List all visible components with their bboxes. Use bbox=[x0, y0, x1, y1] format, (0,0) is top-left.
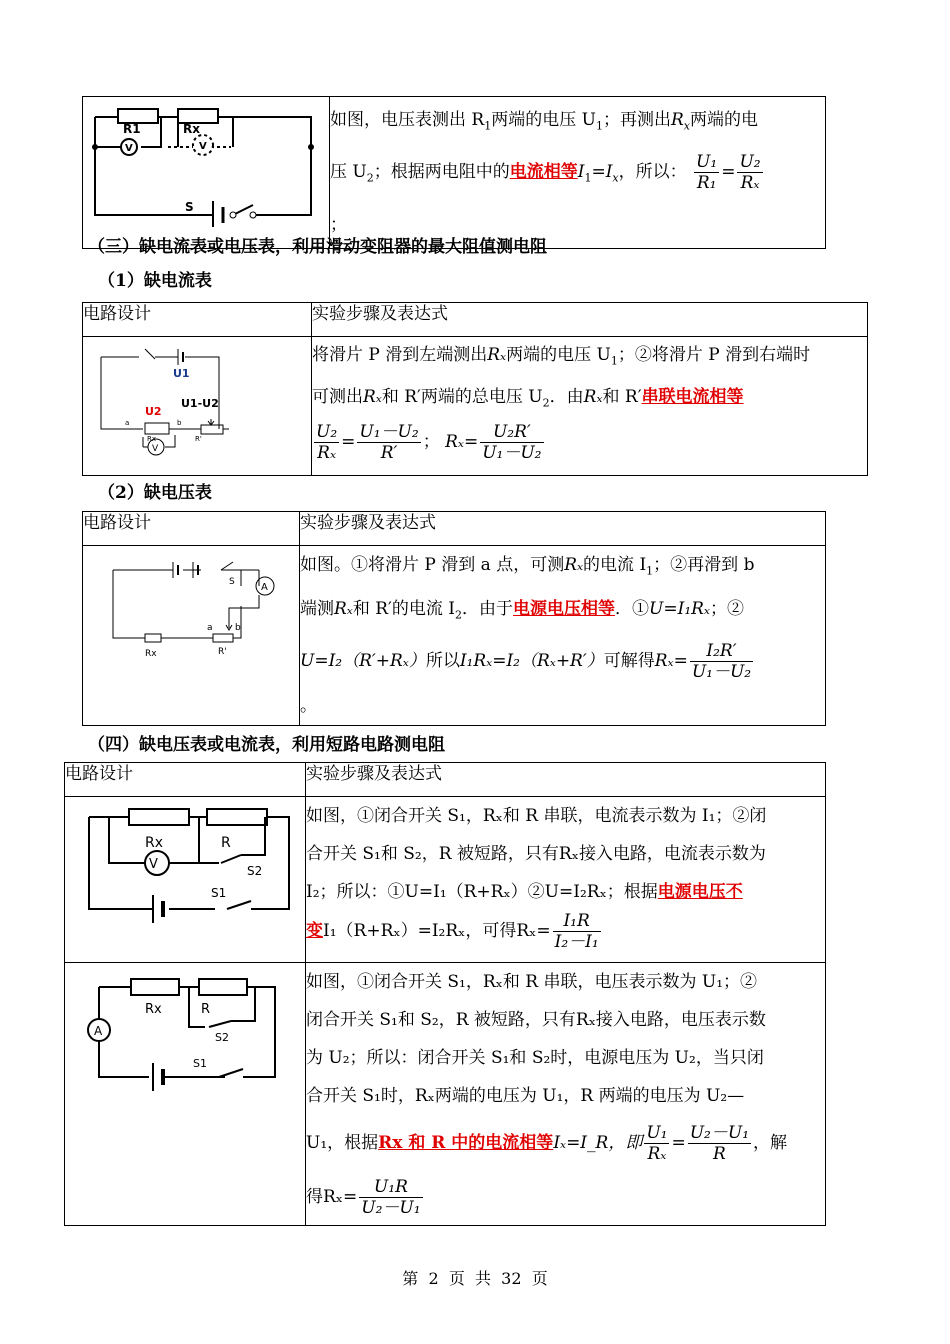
c3-label-a-meter: A bbox=[261, 582, 268, 593]
t4-r1-line2: 合开关 S₁和 S₂，R 被短路，只有Rₓ接入电路，电流表示数为 bbox=[306, 844, 766, 864]
t2-f3-num: U₂R′ bbox=[480, 422, 543, 443]
t2-rx-4: Rₓ bbox=[445, 431, 464, 452]
t2-fraction-1 bbox=[314, 422, 339, 463]
c3-label-s: S bbox=[229, 577, 235, 587]
t1-f2-num: U₂ bbox=[739, 152, 761, 173]
t1-f1-den: R₁ bbox=[696, 173, 717, 194]
c3-label-b: b bbox=[235, 623, 241, 633]
t4-head-left: 电路设计 bbox=[65, 763, 306, 797]
label-r1: R1 bbox=[123, 122, 141, 136]
c3-label-rx: Rx bbox=[145, 649, 157, 659]
t4-r2-fraction-3 bbox=[359, 1177, 422, 1218]
t1-fraction-2 bbox=[737, 152, 762, 193]
explanation-cell-4a bbox=[306, 797, 826, 963]
t2-f3-den: U₁－U₂ bbox=[482, 442, 542, 463]
c4-label-v: V bbox=[149, 857, 158, 872]
t4-r2-f2-num: U₂－U₁ bbox=[689, 1123, 750, 1143]
t3-fraction bbox=[690, 641, 753, 682]
t4-r2-f3-den: U₂－U₁ bbox=[361, 1198, 421, 1218]
c2-label-b: b bbox=[177, 419, 182, 427]
t2-eq-1: = bbox=[341, 431, 356, 452]
t3-line2e: ；② bbox=[709, 599, 744, 620]
t2-emphasis: 串联电流相等 bbox=[641, 387, 744, 408]
t2-rx-1: Rₓ bbox=[487, 345, 507, 365]
t3-eq-a: U=I₁Rₓ bbox=[649, 599, 710, 620]
t4-r2-line5c: ，解 bbox=[753, 1133, 788, 1153]
t1-text-a: 如图，电压表测出 R bbox=[330, 110, 485, 130]
t3-rx-1: Rₓ bbox=[564, 555, 584, 575]
t3-line2b: 和 R′的电流 I bbox=[352, 599, 456, 620]
t4-r2-fraction-2 bbox=[688, 1123, 751, 1164]
t2-f1-num: U₂ bbox=[316, 421, 338, 442]
table-2 bbox=[82, 302, 868, 476]
t4-r1-f-num: I₁R bbox=[553, 911, 601, 932]
explanation-cell-1 bbox=[330, 97, 826, 249]
t2-head-right: 实验步骤及表达式 bbox=[312, 303, 868, 337]
t1-sub-1: 1 bbox=[484, 119, 492, 133]
subsection-2-heading: （2）缺电压表 bbox=[98, 483, 212, 503]
t4-r1-fraction bbox=[553, 911, 601, 952]
t4-head-right: 实验步骤及表达式 bbox=[306, 763, 826, 797]
circuit-diagram-5 bbox=[65, 963, 305, 1113]
c4-label-s1: S1 bbox=[211, 886, 227, 900]
t4-r2-f3-num: U₁R bbox=[359, 1177, 422, 1198]
t3-f-num: I₂R′ bbox=[690, 641, 753, 662]
t4-r1-line3a: I₂；所以：①U=I₁（R+Rₓ）②U=I₂Rₓ；根据 bbox=[306, 882, 658, 902]
t1-eq1: I bbox=[577, 162, 585, 183]
t4-r1-f-den: I₂－I₁ bbox=[554, 932, 599, 952]
t3-tail: 。 bbox=[300, 695, 317, 716]
explanation-cell-4b: 如图，①闭合开关 S₁，Rₓ和 R 串联，电压表示数为 U₁；② 闭合开关 S₁和 S₂，R 被短路，只有Rₓ接入电路，电压表示数 为 U₂；所以：闭合开关 S₁和 S₂时，电源电压为 U₂，当只闭 合开关 S₁时，Rₓ两端的电压为 U₁，R 两端的电压为 U₂— U₁，根据Rx 和 R 中的电流相等Iₓ=I_R，即 $\frac{\text{U₁}}{\text{Rₓ}}$ = $\frac{\text{U₂－U₁}}{R}$ ，解 得Rₓ= $\frac{\text{U₁R}}{\text{U₂－U₁}}$ bbox=[306, 963, 826, 1226]
t2-head-left: 电路设计 bbox=[83, 303, 312, 337]
t1-text-g: ，所以： bbox=[618, 162, 687, 183]
t4-r2-line5a: U₁，根据 bbox=[306, 1133, 379, 1153]
table-3 bbox=[82, 511, 826, 726]
t4-r2-fraction-1 bbox=[644, 1123, 669, 1164]
switch-label: S bbox=[185, 200, 194, 214]
t1-sub-2: 1 bbox=[595, 119, 603, 133]
c2-label-r-prime: R' bbox=[195, 435, 202, 443]
t2-line2d: 和 R′ bbox=[602, 387, 642, 408]
circuit-cell-3 bbox=[83, 546, 300, 726]
c2-label-a: a bbox=[125, 419, 130, 427]
t2-rx-3: Rₓ bbox=[583, 387, 603, 408]
t3-line3a: 所以 bbox=[425, 650, 460, 671]
t2-line1b: 两端的电压 U bbox=[506, 345, 611, 365]
circuit-cell-2 bbox=[83, 337, 312, 476]
t4-r1-line4a: I₁（R+Rₓ）=I₂Rₓ，可得Rₓ= bbox=[323, 921, 551, 941]
t1-f2-den: Rₓ bbox=[740, 173, 760, 194]
t1-text-b: 两端的电压 U bbox=[491, 110, 596, 130]
t3-head-left: 电路设计 bbox=[83, 512, 300, 546]
t3-line1a: 如图。①将滑片 P 滑到 a 点，可测 bbox=[300, 555, 565, 575]
t1-eq-sign: = bbox=[721, 162, 736, 183]
t4-r2-line6a: 得Rₓ= bbox=[306, 1187, 358, 1207]
c2-label-u1: U1 bbox=[173, 367, 190, 380]
t1-emphasis: 电流相等 bbox=[509, 162, 578, 183]
t2-f2-den: R′ bbox=[380, 442, 398, 463]
t1-text-f: ；根据两电阻中的 bbox=[373, 162, 510, 183]
section-4-heading: （四）缺电压表或电流表，利用短路电路测电阻 bbox=[88, 735, 445, 755]
t3-f-den: U₁－U₂ bbox=[691, 661, 752, 682]
label-rx: Rx bbox=[183, 122, 200, 136]
voltmeter-2-label: V bbox=[199, 141, 207, 152]
t2-sep: ； bbox=[422, 431, 440, 452]
t4-r1-emph2: 变 bbox=[306, 921, 323, 941]
c5-label-a: A bbox=[94, 1024, 103, 1038]
t3-line3b: 可解得 bbox=[603, 650, 655, 671]
c2-label-u2: U2 bbox=[145, 405, 162, 418]
circuit-diagram-1 bbox=[83, 97, 329, 227]
c2-label-u1-u2: U1-U2 bbox=[181, 397, 219, 410]
c3-label-r-prime: R' bbox=[218, 647, 227, 657]
t1-tail: ； bbox=[330, 214, 347, 235]
t1-fraction-1 bbox=[694, 152, 719, 193]
voltmeter-1-label: V bbox=[125, 143, 133, 154]
t4-r2-f1-den: Rₓ bbox=[647, 1144, 667, 1164]
t3-line1c: ；②再滑到 b bbox=[653, 555, 755, 575]
explanation-cell-3: 如图。①将滑片 P 滑到 a 点，可测Rₓ的电流 $I_1$；②再滑到 b 端测Rₓ和 R′的电流 $I_2$．由于电源电压相等．①U=I₁Rₓ；② U=I₂（R′+Rₓ）所以I₁Rₓ=I₂（Rₓ+R′）可解得Rₓ= $\frac{\text{I₂R′}}{\text{U₁－U₂}}$ 。 bbox=[300, 546, 826, 726]
t4-r2-line1: 如图，①闭合开关 S₁，Rₓ和 R 串联，电压表示数为 U₁；② bbox=[306, 972, 758, 992]
circuit-cell-5 bbox=[65, 963, 306, 1226]
t2-f2-num: U₁－U₂ bbox=[359, 421, 419, 442]
c5-label-rx: Rx bbox=[145, 1002, 162, 1017]
t2-eq-2: = bbox=[463, 431, 479, 452]
c4-label-r: R bbox=[221, 835, 231, 851]
t3-eq-c: I₁Rₓ=I₂（Rₓ+R′） bbox=[459, 650, 604, 671]
t2-line2c: ．由 bbox=[549, 387, 584, 408]
table-4 bbox=[64, 762, 826, 1226]
t4-r2-f2-den: R bbox=[712, 1144, 726, 1164]
t1-text-e: 压 U bbox=[330, 162, 367, 183]
t2-line2b: 和 R′两端的总电压 U bbox=[381, 387, 543, 408]
t4-r2-line2: 闭合开关 S₁和 S₂，R 被短路，只有Rₓ接入电路，电压表示数 bbox=[306, 1010, 766, 1030]
subsection-1-heading: （1）缺电流表 bbox=[98, 271, 212, 291]
t4-r1-line1: 如图，①闭合开关 S₁，Rₓ和 R 串联，电流表示数为 I₁；②闭 bbox=[306, 806, 767, 826]
c4-label-rx: Rx bbox=[145, 835, 164, 851]
t1-text-c: ；再测出 bbox=[602, 110, 671, 130]
c2-label-rx: Rx bbox=[147, 435, 157, 443]
t4-r2-emph: Rx 和 R 中的电流相等 bbox=[378, 1133, 554, 1153]
t3-line2c: ．由于 bbox=[462, 599, 514, 620]
explanation-cell-2: 将滑片 P 滑到左端测出Rₓ两端的电压 $U_1$；②将滑片 P 滑到右端时 可测出Rₓ和 R′两端的总电压 $U_2$．由Rₓ和 R′串联电流相等 $\frac{\text{U₂}}{\text{Rₓ}}$ = $\frac{\text{U₁－U₂}}{R'}$ ； Rₓ= $\frac{\text{U₂R′}}{\text{U₁－U₂}}$ bbox=[312, 337, 868, 476]
t4-r2-line4: 合开关 S₁时，Rₓ两端的电压为 U₁，R 两端的电压为 U₂— bbox=[306, 1086, 745, 1106]
c3-label-a: a bbox=[207, 623, 213, 633]
t1-eq1-sub2: x bbox=[612, 171, 619, 185]
t4-r2-f1-num: U₁ bbox=[646, 1123, 668, 1143]
t3-head-right: 实验步骤及表达式 bbox=[300, 512, 826, 546]
circuit-diagram-2 bbox=[83, 337, 311, 475]
c4-label-s2: S2 bbox=[247, 864, 263, 878]
t1-rx-r: R bbox=[670, 110, 684, 130]
t3-emphasis: 电源电压相等 bbox=[513, 599, 616, 620]
t1-text-d: 两端的电 bbox=[689, 110, 758, 130]
circuit-cell-1 bbox=[83, 97, 330, 249]
circuit-diagram-4 bbox=[65, 797, 305, 957]
t2-fraction-2 bbox=[357, 422, 420, 463]
t4-r1-emph1: 电源电压不 bbox=[657, 882, 743, 902]
t2-fraction-3 bbox=[480, 422, 543, 463]
c5-label-s2: S2 bbox=[215, 1031, 229, 1044]
c5-label-r: R bbox=[201, 1002, 211, 1017]
t2-line1c: ；②将滑片 P 滑到右端时 bbox=[617, 345, 811, 365]
t3-line2a: 端测 bbox=[300, 599, 334, 620]
t1-eq1-sub: 1 bbox=[584, 171, 592, 185]
c2-label-v: V bbox=[152, 444, 159, 454]
t1-eq1-mid: =I bbox=[591, 162, 613, 183]
t4-r2-line3: 为 U₂；所以：闭合开关 S₁和 S₂时，电源电压为 U₂，当只闭 bbox=[306, 1048, 764, 1068]
t1-sub-3: 2 bbox=[366, 171, 374, 185]
t2-rx-2: Rₓ bbox=[363, 387, 382, 408]
t2-line1a: 将滑片 P 滑到左端测出 bbox=[312, 345, 488, 365]
t3-rx-eq: Rₓ= bbox=[654, 650, 688, 671]
t1-f1-num: U₁ bbox=[696, 152, 718, 173]
section-3-heading: （三）缺电流表或电压表，利用滑动变阻器的最大阻值测电阻 bbox=[88, 237, 547, 257]
circuit-cell-4 bbox=[65, 797, 306, 963]
table-1 bbox=[82, 96, 826, 249]
t1-rx-x: x bbox=[683, 119, 690, 133]
c5-label-s1: S1 bbox=[193, 1057, 207, 1070]
t3-line1b: 的电流 I bbox=[583, 555, 647, 575]
t4-r2-line5b: Iₓ=I_R，即 bbox=[553, 1133, 643, 1153]
t3-rx-2: Rₓ bbox=[334, 599, 353, 620]
t3-line2d: ．① bbox=[615, 599, 650, 620]
t2-line2a: 可测出 bbox=[312, 387, 363, 408]
t2-f1-den: Rₓ bbox=[317, 442, 336, 463]
t3-eq-b: U=I₂（R′+Rₓ） bbox=[300, 650, 426, 671]
circuit-diagram-3 bbox=[83, 546, 299, 724]
page-footer: 第 2 页 共 32 页 bbox=[402, 1269, 548, 1288]
